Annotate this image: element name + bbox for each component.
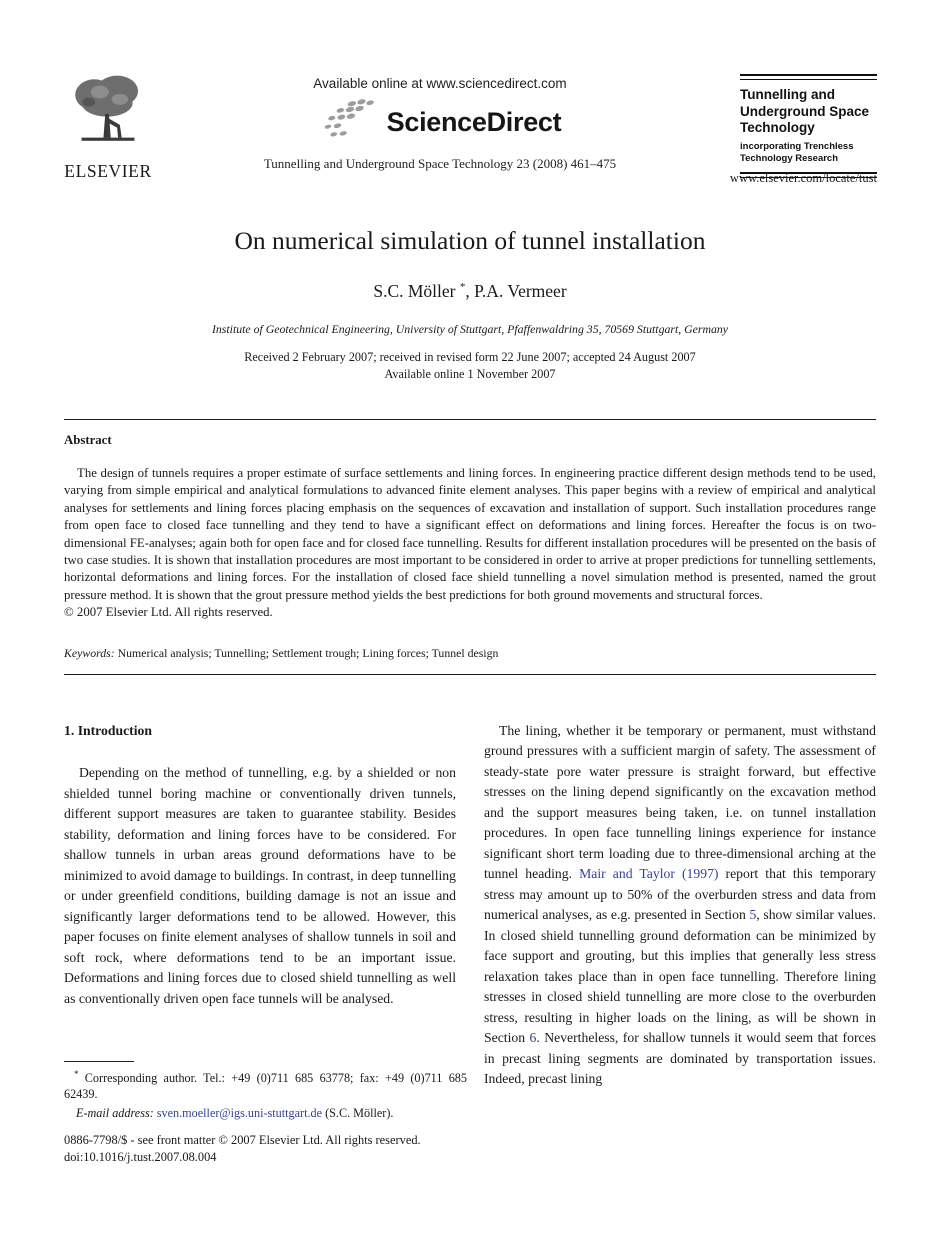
keywords-line xyxy=(64,646,876,661)
available-online-text: Available online at www.sciencedirect.com xyxy=(313,76,567,91)
journal-subtitle-line: incorporating Trenchless xyxy=(740,140,854,152)
abstract-text: The design of tunnels requires a proper estimate of surface settlements and lining forces. In engineering practice different design methods tend to be used, varying from simple empirical and analytical formulations to advanced finite element analyses. This paper begins with a review of empirical and analytical analyses for settlements and lining forces placing emphasis on the sequences of excavation and installation of support. Such installation procedures range from open face to closed face tunnelling and they tend to have a significant effect on deformations and lining forces. Hereafter the focus is on two-dimensional FE-analyses; again both for open face and for closed face tunnelling. Results for different installation procedures will be presented on the basis of two case studies. It is shown that installation procedures are most important to be considered in order to arrive at proper predictions for tunnelling settlements, horizontal deformations and lining forces. For the installation of closed face shield tunnelling a novel simulation method is presented, named the grout pressure method. It is shown that the grout pressure method yields the best predictions for both ground movements and structural forces. xyxy=(64,466,876,602)
section-5-link[interactable]: 5 xyxy=(749,907,757,923)
left-column xyxy=(64,721,456,1090)
issn-copyright-line: 0886-7798/$ - see front matter © 2007 Elsevier Ltd. All rights reserved. xyxy=(64,1133,421,1147)
sciencedirect-logo xyxy=(240,98,640,147)
page-title: On numerical simulation of tunnel installation xyxy=(234,226,706,255)
sciencedirect-dots-icon xyxy=(319,98,379,147)
footnote-rule xyxy=(64,1061,134,1062)
elsevier-wordmark: ELSEVIER xyxy=(64,161,152,181)
elsevier-tree-icon xyxy=(67,141,149,158)
journal-box-subtitle xyxy=(740,141,877,165)
elsevier-logo xyxy=(60,72,156,182)
journal-cover-box xyxy=(740,74,877,178)
received-dates: Received 2 February 2007; received in revised form 22 June 2007; accepted 24 August 2007 xyxy=(244,350,696,364)
email-label: E-mail address: xyxy=(76,1105,154,1120)
journal-citation: Tunnelling and Underground Space Technology 23 (2008) 461–475 xyxy=(263,156,617,171)
journal-box-top-rule xyxy=(740,74,877,80)
two-column-text xyxy=(64,721,876,1090)
section-heading-introduction: 1. Introduction xyxy=(64,722,152,738)
journal-title-line: Technology xyxy=(740,120,815,135)
right-text-4: . Nevertheless, for shallow tunnels it would seem that forces in precast lining segments are dominated by transportation issues. Indeed, precast lining xyxy=(484,1030,876,1087)
author-moeller: S.C. Möller xyxy=(373,281,460,301)
authors-line xyxy=(64,281,876,302)
keywords-label: Keywords: xyxy=(64,645,115,660)
abstract-copyright: © 2007 Elsevier Ltd. All rights reserved. xyxy=(64,605,273,620)
journal-subtitle-line: Technology Research xyxy=(740,152,839,164)
keywords-bottom-rule xyxy=(64,674,876,675)
imprint-block xyxy=(64,1132,484,1165)
citation-link-mair-taylor-1997[interactable]: Mair and Taylor (1997) xyxy=(579,866,719,882)
email-link[interactable]: sven.moeller@igs.uni-stuttgart.de xyxy=(153,1105,323,1120)
intro-paragraph-right xyxy=(484,721,876,1090)
abstract-top-rule xyxy=(64,419,876,420)
header-center xyxy=(240,76,640,172)
affiliation: Institute of Geotechnical Engineering, University of Stuttgart, Pfaffenwaldring 35, 70569 Stuttgart, Germany xyxy=(211,322,729,336)
email-line xyxy=(64,1106,467,1122)
section-6-link[interactable]: 6 xyxy=(529,1030,537,1046)
journal-title-line: Underground Space xyxy=(740,103,870,119)
author-vermeer: , P.A. Vermeer xyxy=(465,281,567,301)
journal-box-title xyxy=(740,87,877,137)
right-text-3: , show similar values. In closed shield tunnelling ground deformation can be minimized by face support and grouting, but this implies that generally less stress relaxation takes place than in open face tunnelling. Therefore lining stresses in closed shield tunnelling are more close to the overburden stress, resulting in higher loads on the lining, as will be shown in Section xyxy=(484,907,876,1046)
right-column xyxy=(484,721,876,1090)
elsevier-locate-url: www.elsevier.com/locate/tust xyxy=(729,171,877,185)
right-text-1: The lining, whether it be temporary or permanent, must withstand ground pressures with a sufficient margin of safety. The assessment of steady-state pore water pressure is straight forward, but effective stresses on the lining depend significantly on the excavation method and the support measures being taken, i.e. on tunnel installation procedures. In open face tunnelling linings experience for instance significant short term loading due to three-dimensional arching at the tunnel heading. xyxy=(484,722,876,882)
sciencedirect-wordmark: ScienceDirect xyxy=(386,107,562,137)
doi-line: doi:10.1016/j.tust.2007.08.004 xyxy=(64,1149,217,1164)
footnote-block xyxy=(64,1061,467,1121)
keywords-text: Numerical analysis; Tunnelling; Settlement trough; Lining forces; Tunnel design xyxy=(114,645,499,660)
abstract-heading: Abstract xyxy=(64,433,112,447)
article-body xyxy=(64,226,876,1090)
footnote-text: Corresponding author. Tel.: +49 (0)711 685 63778; fax: +49 (0)711 685 62439. xyxy=(64,1071,467,1101)
footnote-asterisk: * xyxy=(74,1069,79,1079)
corresponding-author-note xyxy=(64,1067,467,1103)
available-online-date: Available online 1 November 2007 xyxy=(384,367,556,381)
journal-title-line: Tunnelling and xyxy=(740,87,835,102)
intro-paragraph-left: Depending on the method of tunnelling, e.g. by a shielded or non shielded tunnel boring machine or conventionally driven tunnels, different support measures are taken to guarantee stability. Besides stability, deformation and lining forces have to be considered. For shallow tunnels in urban areas ground deformations have to be minimized to avoid damage to buildings. In contrast, in deep tunnelling or under greenfield conditions, building damage is not an issue and significantly larger deformations tend to be allowed. However, this paper focuses on finite element analyses of shallow tunnels in soil and soft rock, where deformations tend to be an important issue. Deformations and lining forces due to closed shield tunnelling as well as conventionally driven open face tunnels will be analysed. xyxy=(64,765,456,1006)
corresponding-author-asterisk: * xyxy=(459,281,466,294)
email-suffix: (S.C. Möller). xyxy=(322,1105,394,1120)
right-text-2: report that this temporary stress may amount up to 50% of the overburden stress and data from numerical analyses, as e.g. presented in Section xyxy=(484,866,876,923)
